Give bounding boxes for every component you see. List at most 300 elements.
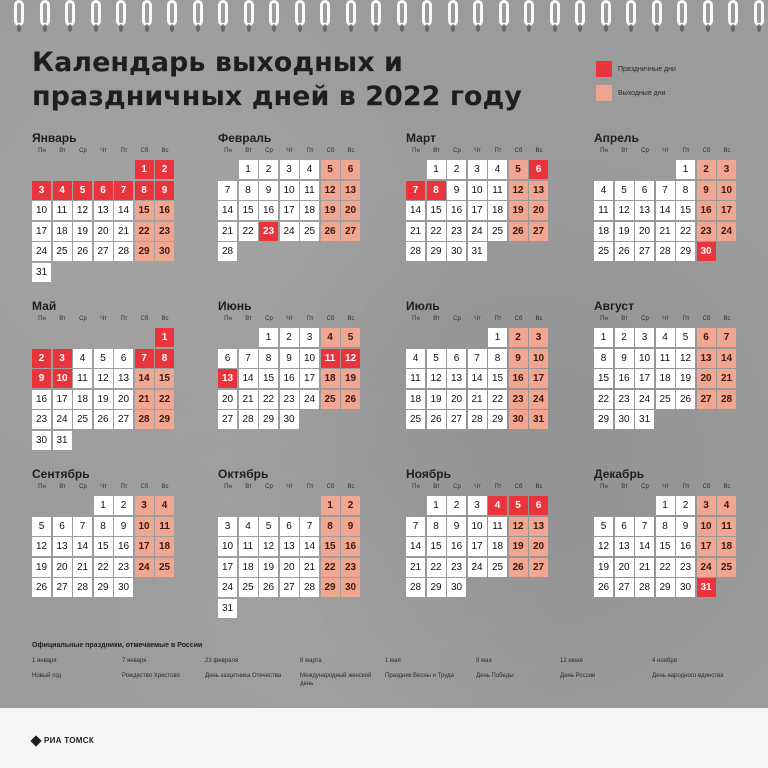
day-cell: 28 bbox=[717, 390, 736, 409]
day-cell: 7 bbox=[300, 517, 319, 536]
day-cell: 19 bbox=[321, 201, 340, 220]
day-cell: 4 bbox=[406, 349, 425, 368]
legend-weekend bbox=[596, 84, 676, 102]
day-cell: 28 bbox=[300, 578, 319, 597]
spiral-ring bbox=[269, 0, 279, 26]
spiral-ring bbox=[40, 0, 50, 26]
weekday-header bbox=[32, 314, 192, 328]
day-cell: 30 bbox=[615, 410, 634, 429]
weekday-label: Чт bbox=[662, 148, 669, 154]
day-cell: 22 bbox=[259, 390, 278, 409]
day-cell: 29 bbox=[94, 578, 113, 597]
day-cell: 14 bbox=[406, 537, 425, 556]
day-cell: 14 bbox=[717, 349, 736, 368]
day-cell: 21 bbox=[406, 558, 425, 577]
month-name: Ноябрь bbox=[406, 467, 451, 481]
day-cell: 11 bbox=[239, 537, 258, 556]
day-cell: 18 bbox=[239, 558, 258, 577]
weekday-label: Ср bbox=[641, 316, 649, 322]
spiral-ring bbox=[626, 0, 636, 26]
day-cell: 24 bbox=[468, 222, 487, 241]
day-cell: 7 bbox=[656, 181, 675, 200]
spiral-ring bbox=[65, 0, 75, 26]
day-cell: 29 bbox=[135, 242, 154, 261]
day-cell: 4 bbox=[300, 160, 319, 179]
day-cell: 24 bbox=[300, 390, 319, 409]
holiday-item bbox=[122, 658, 202, 680]
weekday-label: Вт bbox=[621, 484, 628, 490]
day-cell: 23 bbox=[697, 222, 716, 241]
day-cell: 4 bbox=[321, 328, 340, 347]
day-cell: 20 bbox=[280, 558, 299, 577]
day-cell: 10 bbox=[717, 181, 736, 200]
day-cell: 28 bbox=[656, 242, 675, 261]
day-cell: 17 bbox=[697, 537, 716, 556]
day-cell: 7 bbox=[468, 349, 487, 368]
day-cell: 4 bbox=[488, 496, 507, 515]
spiral-ring bbox=[371, 0, 381, 26]
day-cell: 11 bbox=[406, 369, 425, 388]
day-cell: 25 bbox=[321, 390, 340, 409]
day-cell: 18 bbox=[155, 537, 174, 556]
day-cell: 12 bbox=[259, 537, 278, 556]
day-cell: 15 bbox=[656, 537, 675, 556]
day-cell: 19 bbox=[341, 369, 360, 388]
day-cell: 13 bbox=[94, 201, 113, 220]
day-cell: 2 bbox=[676, 496, 695, 515]
day-cell: 30 bbox=[697, 242, 716, 261]
day-cell: 2 bbox=[155, 160, 174, 179]
day-cell: 6 bbox=[114, 349, 133, 368]
weekday-header bbox=[406, 146, 566, 160]
day-cell: 11 bbox=[488, 517, 507, 536]
weekday-label: Вс bbox=[347, 316, 355, 322]
day-cell: 12 bbox=[509, 181, 528, 200]
day-cell: 27 bbox=[615, 578, 634, 597]
weekday-label: Сб bbox=[514, 148, 523, 154]
day-cell: 1 bbox=[676, 160, 695, 179]
day-cell: 15 bbox=[594, 369, 613, 388]
weekday-label: Вт bbox=[245, 148, 252, 154]
day-cell: 15 bbox=[239, 201, 258, 220]
day-cell: 9 bbox=[676, 517, 695, 536]
day-cell: 21 bbox=[656, 222, 675, 241]
holiday-name: Международный женский день bbox=[300, 673, 372, 687]
weekday-label: Пт bbox=[120, 316, 128, 322]
day-cell: 27 bbox=[53, 578, 72, 597]
day-cell: 2 bbox=[280, 328, 299, 347]
day-cell: 29 bbox=[676, 242, 695, 261]
weekday-label: Чт bbox=[286, 484, 293, 490]
weekday-label: Сб bbox=[702, 148, 711, 154]
day-cell: 1 bbox=[135, 160, 154, 179]
day-cell: 8 bbox=[427, 517, 446, 536]
weekday-label: Пн bbox=[600, 148, 608, 154]
day-cell: 29 bbox=[656, 578, 675, 597]
weekday-label: Ср bbox=[641, 484, 649, 490]
day-cell: 24 bbox=[32, 242, 51, 261]
holiday-date: 9 мая bbox=[476, 658, 492, 664]
day-cell: 19 bbox=[32, 558, 51, 577]
weekday-label: Сб bbox=[514, 316, 523, 322]
holiday-name: День народного единства bbox=[652, 673, 724, 679]
day-cell: 6 bbox=[447, 349, 466, 368]
month-block bbox=[594, 298, 754, 448]
spiral-ring bbox=[91, 0, 101, 26]
day-cell: 9 bbox=[155, 181, 174, 200]
day-cell: 19 bbox=[615, 222, 634, 241]
day-cell: 30 bbox=[447, 242, 466, 261]
day-cell: 19 bbox=[94, 390, 113, 409]
holiday-name: День Победы bbox=[476, 673, 514, 679]
weekday-label: Пт bbox=[494, 484, 502, 490]
day-cell: 16 bbox=[697, 201, 716, 220]
weekday-label: Пн bbox=[412, 484, 420, 490]
day-cell: 28 bbox=[218, 242, 237, 261]
day-cell: 18 bbox=[656, 369, 675, 388]
day-cell: 10 bbox=[53, 369, 72, 388]
weekday-label: Ср bbox=[265, 148, 273, 154]
weekday-label: Сб bbox=[514, 484, 523, 490]
day-cell: 18 bbox=[488, 201, 507, 220]
day-cell: 2 bbox=[447, 496, 466, 515]
day-cell: 3 bbox=[468, 160, 487, 179]
day-cell: 9 bbox=[615, 349, 634, 368]
weekday-label: Пт bbox=[120, 148, 128, 154]
month-block bbox=[32, 130, 192, 280]
weekday-label: Сб bbox=[140, 316, 149, 322]
weekday-label: Пт bbox=[682, 148, 690, 154]
weekday-label: Чт bbox=[286, 316, 293, 322]
day-cell: 2 bbox=[259, 160, 278, 179]
holiday-name: Новый год bbox=[32, 673, 61, 679]
legend-holiday bbox=[596, 60, 676, 78]
day-cell: 4 bbox=[155, 496, 174, 515]
day-cell: 13 bbox=[447, 369, 466, 388]
brand-logo bbox=[32, 736, 94, 745]
holiday-item bbox=[476, 658, 556, 680]
day-cell: 29 bbox=[427, 578, 446, 597]
day-cell: 29 bbox=[594, 410, 613, 429]
day-cell: 7 bbox=[73, 517, 92, 536]
weekday-label: Пн bbox=[412, 316, 420, 322]
day-cell: 10 bbox=[697, 517, 716, 536]
day-cell: 22 bbox=[427, 558, 446, 577]
day-grid bbox=[594, 496, 754, 616]
day-cell: 21 bbox=[218, 222, 237, 241]
day-cell: 11 bbox=[656, 349, 675, 368]
day-cell: 27 bbox=[280, 578, 299, 597]
day-cell: 28 bbox=[468, 410, 487, 429]
day-cell: 26 bbox=[509, 558, 528, 577]
day-cell: 28 bbox=[114, 242, 133, 261]
day-cell: 4 bbox=[656, 328, 675, 347]
spiral-ring bbox=[167, 0, 177, 26]
day-grid bbox=[32, 160, 192, 280]
day-cell: 21 bbox=[635, 558, 654, 577]
spiral-ring bbox=[473, 0, 483, 26]
day-cell: 13 bbox=[615, 537, 634, 556]
weekday-header bbox=[32, 146, 192, 160]
weekday-label: Вт bbox=[59, 148, 66, 154]
day-cell: 14 bbox=[218, 201, 237, 220]
day-cell: 25 bbox=[155, 558, 174, 577]
day-cell: 25 bbox=[53, 242, 72, 261]
day-cell: 24 bbox=[717, 222, 736, 241]
day-cell: 10 bbox=[529, 349, 548, 368]
day-cell: 21 bbox=[239, 390, 258, 409]
day-cell: 22 bbox=[155, 390, 174, 409]
day-cell: 31 bbox=[697, 578, 716, 597]
weekday-label: Вт bbox=[245, 484, 252, 490]
day-cell: 16 bbox=[259, 201, 278, 220]
day-cell: 3 bbox=[300, 328, 319, 347]
day-cell: 17 bbox=[53, 390, 72, 409]
day-cell: 5 bbox=[509, 160, 528, 179]
brand-name: РИА ТОМСК bbox=[44, 736, 95, 745]
month-name: Май bbox=[32, 299, 57, 313]
weekday-label: Вс bbox=[347, 484, 355, 490]
day-cell: 25 bbox=[239, 578, 258, 597]
day-cell: 15 bbox=[427, 201, 446, 220]
day-grid bbox=[218, 496, 378, 616]
day-cell: 8 bbox=[239, 181, 258, 200]
day-cell: 16 bbox=[447, 201, 466, 220]
weekday-label: Сб bbox=[140, 148, 149, 154]
weekday-label: Чт bbox=[662, 484, 669, 490]
day-cell: 2 bbox=[341, 496, 360, 515]
day-cell: 24 bbox=[468, 558, 487, 577]
weekday-label: Вт bbox=[59, 316, 66, 322]
day-cell: 18 bbox=[406, 390, 425, 409]
day-cell: 29 bbox=[155, 410, 174, 429]
day-cell: 16 bbox=[509, 369, 528, 388]
day-cell: 26 bbox=[321, 222, 340, 241]
day-cell: 29 bbox=[259, 410, 278, 429]
day-cell: 23 bbox=[280, 390, 299, 409]
spiral-ring bbox=[652, 0, 662, 26]
day-cell: 26 bbox=[341, 390, 360, 409]
page-title: Календарь выходных и праздничных дней в 2022 году bbox=[32, 47, 522, 112]
day-cell: 19 bbox=[509, 201, 528, 220]
day-cell: 28 bbox=[135, 410, 154, 429]
spiral-ring bbox=[244, 0, 254, 26]
day-cell: 8 bbox=[321, 517, 340, 536]
weekday-header bbox=[32, 482, 192, 496]
day-cell: 14 bbox=[114, 201, 133, 220]
holiday-name: День России bbox=[560, 673, 596, 679]
brand-logo-icon bbox=[30, 735, 41, 746]
day-cell: 12 bbox=[509, 517, 528, 536]
day-cell: 21 bbox=[300, 558, 319, 577]
day-cell: 4 bbox=[594, 181, 613, 200]
weekday-label: Вс bbox=[723, 316, 731, 322]
day-cell: 19 bbox=[509, 537, 528, 556]
day-cell: 23 bbox=[32, 410, 51, 429]
month-block bbox=[406, 298, 566, 448]
day-cell: 31 bbox=[32, 263, 51, 282]
day-cell: 28 bbox=[406, 242, 425, 261]
day-cell: 19 bbox=[427, 390, 446, 409]
day-cell: 14 bbox=[406, 201, 425, 220]
day-cell: 8 bbox=[488, 349, 507, 368]
day-cell: 12 bbox=[594, 537, 613, 556]
day-cell: 23 bbox=[259, 222, 278, 241]
day-grid bbox=[594, 328, 754, 448]
day-cell: 6 bbox=[94, 181, 113, 200]
spiral-ring bbox=[575, 0, 585, 26]
day-cell: 20 bbox=[529, 537, 548, 556]
legend-holiday-label: Праздничные дни bbox=[618, 65, 676, 73]
day-cell: 26 bbox=[615, 242, 634, 261]
spiral-ring bbox=[524, 0, 534, 26]
day-cell: 5 bbox=[94, 349, 113, 368]
day-cell: 27 bbox=[529, 558, 548, 577]
day-cell: 16 bbox=[615, 369, 634, 388]
day-cell: 18 bbox=[717, 537, 736, 556]
spiral-ring bbox=[499, 0, 509, 26]
weekday-header bbox=[218, 146, 378, 160]
day-cell: 5 bbox=[676, 328, 695, 347]
day-cell: 7 bbox=[406, 517, 425, 536]
day-cell: 15 bbox=[135, 201, 154, 220]
day-cell: 20 bbox=[94, 222, 113, 241]
day-cell: 25 bbox=[717, 558, 736, 577]
month-block bbox=[406, 130, 566, 280]
spiral-ring bbox=[550, 0, 560, 26]
weekday-label: Пт bbox=[682, 484, 690, 490]
weekday-label: Пт bbox=[682, 316, 690, 322]
day-cell: 20 bbox=[447, 390, 466, 409]
day-cell: 18 bbox=[53, 222, 72, 241]
day-cell: 30 bbox=[509, 410, 528, 429]
day-cell: 11 bbox=[321, 349, 340, 368]
day-cell: 15 bbox=[676, 201, 695, 220]
day-cell: 22 bbox=[594, 390, 613, 409]
weekday-label: Ср bbox=[453, 148, 461, 154]
day-cell: 12 bbox=[615, 201, 634, 220]
weekday-label: Ср bbox=[453, 316, 461, 322]
day-cell: 30 bbox=[114, 578, 133, 597]
day-cell: 26 bbox=[94, 410, 113, 429]
day-cell: 24 bbox=[280, 222, 299, 241]
weekday-header bbox=[594, 482, 754, 496]
day-cell: 1 bbox=[239, 160, 258, 179]
spiral-ring bbox=[703, 0, 713, 26]
spiral-ring bbox=[142, 0, 152, 26]
weekday-label: Вс bbox=[347, 148, 355, 154]
day-cell: 15 bbox=[488, 369, 507, 388]
weekday-header bbox=[218, 482, 378, 496]
holiday-date: 4 ноября bbox=[652, 658, 677, 664]
day-cell: 24 bbox=[635, 390, 654, 409]
day-cell: 1 bbox=[155, 328, 174, 347]
day-cell: 14 bbox=[656, 201, 675, 220]
weekday-label: Пн bbox=[224, 316, 232, 322]
day-cell: 20 bbox=[529, 201, 548, 220]
day-cell: 13 bbox=[529, 181, 548, 200]
month-block bbox=[594, 466, 754, 616]
day-cell: 9 bbox=[259, 181, 278, 200]
weekday-label: Вс bbox=[161, 316, 169, 322]
day-cell: 27 bbox=[114, 410, 133, 429]
day-cell: 14 bbox=[635, 537, 654, 556]
day-cell: 8 bbox=[155, 349, 174, 368]
day-cell: 4 bbox=[53, 181, 72, 200]
day-cell: 7 bbox=[635, 517, 654, 536]
day-cell: 24 bbox=[53, 410, 72, 429]
weekday-label: Чт bbox=[474, 316, 481, 322]
day-cell: 25 bbox=[73, 410, 92, 429]
spiral-ring bbox=[677, 0, 687, 26]
day-cell: 22 bbox=[239, 222, 258, 241]
holiday-item bbox=[385, 658, 465, 680]
day-cell: 3 bbox=[32, 181, 51, 200]
day-cell: 21 bbox=[135, 390, 154, 409]
day-cell: 27 bbox=[697, 390, 716, 409]
holiday-name: Праздник Весны и Труда bbox=[385, 673, 454, 679]
day-cell: 22 bbox=[94, 558, 113, 577]
day-cell: 16 bbox=[676, 537, 695, 556]
weekday-header bbox=[406, 482, 566, 496]
day-cell: 31 bbox=[218, 599, 237, 618]
weekday-label: Ср bbox=[79, 148, 87, 154]
day-cell: 11 bbox=[53, 201, 72, 220]
day-grid bbox=[32, 328, 192, 448]
day-cell: 1 bbox=[594, 328, 613, 347]
weekday-label: Сб bbox=[702, 484, 711, 490]
day-cell: 7 bbox=[218, 181, 237, 200]
month-name: Март bbox=[406, 131, 436, 145]
day-cell: 20 bbox=[218, 390, 237, 409]
day-grid bbox=[594, 160, 754, 280]
month-name: Декабрь bbox=[594, 467, 645, 481]
day-cell: 1 bbox=[656, 496, 675, 515]
day-cell: 9 bbox=[32, 369, 51, 388]
day-cell: 27 bbox=[635, 242, 654, 261]
day-cell: 11 bbox=[73, 369, 92, 388]
weekday-label: Пт bbox=[306, 316, 314, 322]
calendar-spiral bbox=[0, 0, 768, 34]
month-name: Октябрь bbox=[218, 467, 269, 481]
day-cell: 16 bbox=[341, 537, 360, 556]
weekday-label: Ср bbox=[79, 484, 87, 490]
holiday-date: 7 января bbox=[122, 658, 147, 664]
day-cell: 28 bbox=[239, 410, 258, 429]
weekday-label: Вт bbox=[433, 316, 440, 322]
day-cell: 11 bbox=[300, 181, 319, 200]
day-cell: 19 bbox=[594, 558, 613, 577]
day-cell: 8 bbox=[676, 181, 695, 200]
day-cell: 17 bbox=[32, 222, 51, 241]
day-cell: 24 bbox=[697, 558, 716, 577]
day-cell: 7 bbox=[239, 349, 258, 368]
weekday-label: Пн bbox=[412, 148, 420, 154]
day-cell: 29 bbox=[427, 242, 446, 261]
day-cell: 20 bbox=[635, 222, 654, 241]
day-cell: 11 bbox=[488, 181, 507, 200]
day-cell: 1 bbox=[427, 496, 446, 515]
day-cell: 1 bbox=[427, 160, 446, 179]
day-cell: 6 bbox=[529, 160, 548, 179]
day-cell: 10 bbox=[280, 181, 299, 200]
day-cell: 7 bbox=[717, 328, 736, 347]
day-cell: 22 bbox=[488, 390, 507, 409]
weekday-label: Ср bbox=[265, 316, 273, 322]
month-block bbox=[32, 466, 192, 616]
day-cell: 10 bbox=[300, 349, 319, 368]
day-cell: 16 bbox=[447, 537, 466, 556]
